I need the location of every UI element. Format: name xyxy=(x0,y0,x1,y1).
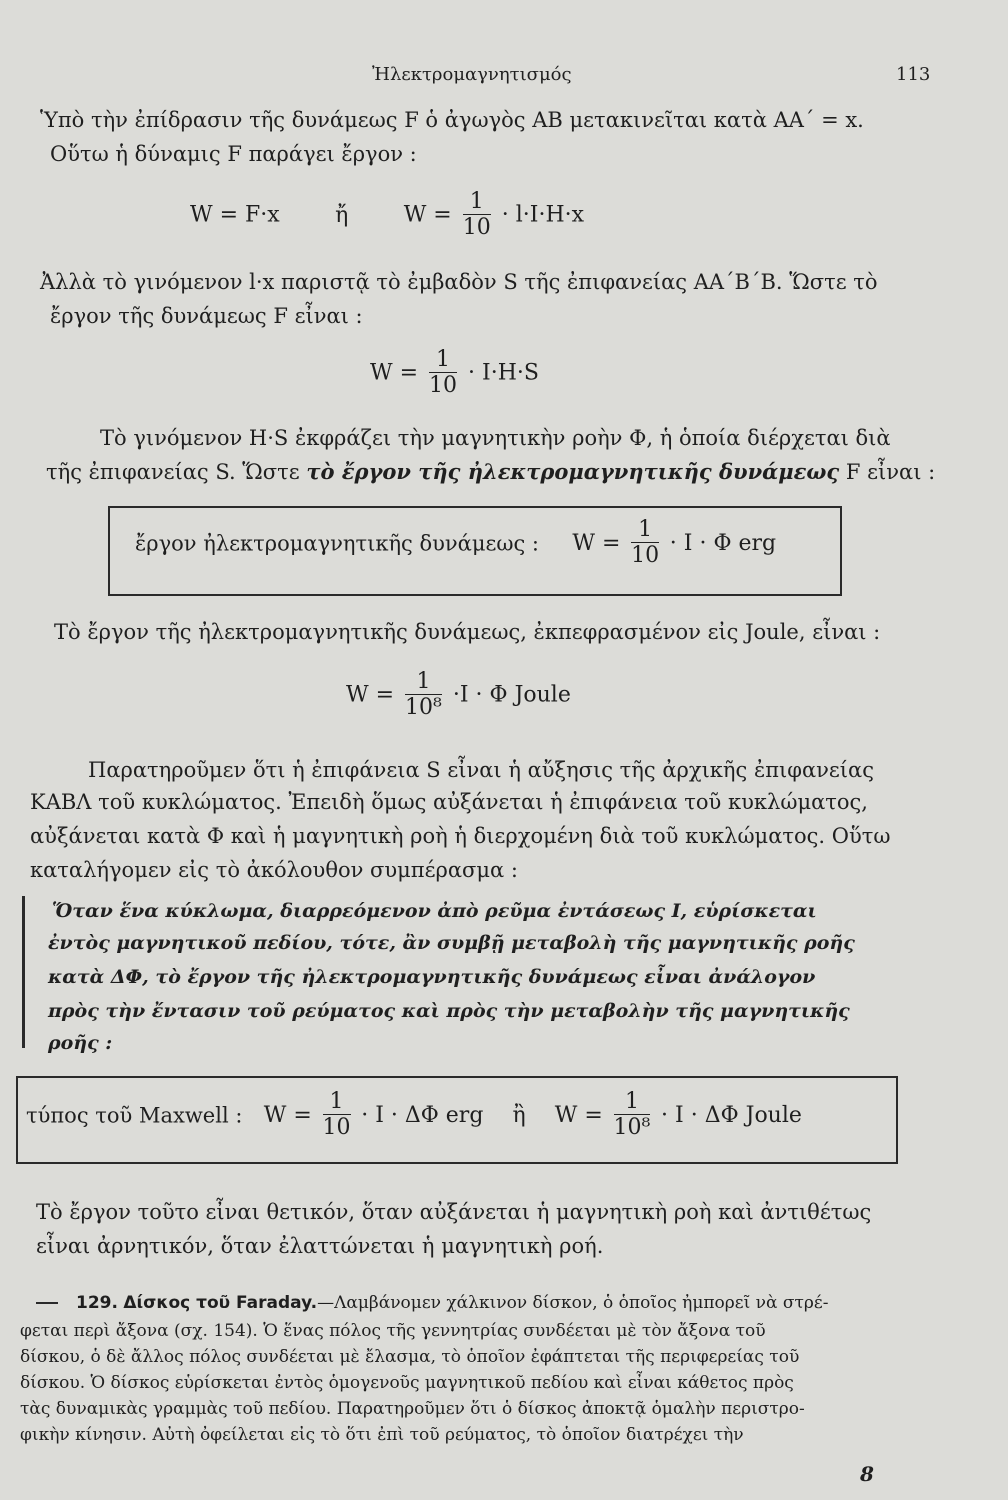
box2-rhs-1: · I · ΔΦ erg xyxy=(361,1103,484,1128)
section-129-number: 129. xyxy=(76,1293,118,1313)
eq3-fraction xyxy=(405,670,442,721)
section-129-line-1-rest: —Λαμβάνομεν χάλκινον δίσκον, ὁ ὁποῖος ἠμπορεῖ νὰ στρέ- xyxy=(317,1293,829,1313)
box2-fraction-2 xyxy=(614,1090,651,1141)
para3-line-2-start: τῆς ἐπιφανείας S. Ὥστε xyxy=(46,460,300,484)
para6-line-1: Τὸ ἔργον τοῦτο εἶναι θετικόν, ὅταν αὐξάνεται ἡ μαγνητικὴ ροὴ καὶ ἀντιθέτως xyxy=(36,1200,872,1224)
eq2-rhs: · I·H·S xyxy=(468,360,539,386)
eq3-rhs: ·I · Φ Joule xyxy=(452,682,571,708)
box2-denominator-1: 10 xyxy=(322,1115,351,1140)
para2-line-2: ἔργον τῆς δυνάμεως F εἶναι : xyxy=(50,304,363,328)
section-129-line-5: τὰς δυναμικὰς γραμμὰς τοῦ πεδίου. Παρατηροῦμεν ὅτι ὁ δίσκος ἀποκτᾷ ὁμαλὴν περιστρο- xyxy=(20,1399,805,1419)
para5-line-3: αὐξάνεται κατὰ Φ καὶ ἡ μαγνητικὴ ροὴ ἡ διερχομένη διὰ τοῦ κυκλώματος. Οὕτω xyxy=(30,824,891,848)
section-129-line-2: φεται περὶ ἄξονα (σχ. 154). Ὁ ἕνας πόλος τῆς γεννητρίας συνδέεται μὲ τὸν ἄξονα τοῦ xyxy=(20,1321,766,1341)
eq2-numerator: 1 xyxy=(429,348,457,373)
intro-line-2: Οὕτω ἡ δύναμις F παράγει ἔργον : xyxy=(50,142,417,166)
box1-numerator: 1 xyxy=(631,518,659,543)
eq1-or: ἤ xyxy=(335,202,349,228)
eq1-rhs: · l·I·H·x xyxy=(501,202,585,228)
box2-numerator-1: 1 xyxy=(323,1090,351,1115)
equation-1 xyxy=(190,190,584,241)
box2-content xyxy=(26,1090,802,1141)
para6-line-2: εἶναι ἀρνητικόν, ὅταν ἐλαττώνεται ἡ μαγνητικὴ ροή. xyxy=(36,1234,604,1258)
section-129-line-1 xyxy=(76,1292,828,1315)
box2-or: ἢ xyxy=(512,1103,526,1128)
signature-mark: 8 xyxy=(860,1462,874,1486)
eq1-lhs: W = xyxy=(403,202,452,228)
para3-line-1: Τὸ γινόμενον H·S ἐκφράζει τὴν μαγνητικὴν ροὴν Φ, ἡ ὁποία διέρχεται διὰ xyxy=(100,426,891,450)
para5-line-2: ΚΑΒΛ τοῦ κυκλώματος. Ἐπειδὴ ὅμως αὐξάνεται ἡ ἐπιφάνεια τοῦ κυκλώματος, xyxy=(30,790,868,814)
box2-denominator-2: 10⁸ xyxy=(613,1115,651,1140)
box2-lhs-1: W = xyxy=(263,1103,312,1128)
section-129-line-3: δίσκου, ὁ δὲ ἄλλος πόλος συνδέεται μὲ ἔλασμα, τὸ ὁποῖον ἐφάπτεται τῆς περιφερείας τοῦ xyxy=(20,1347,800,1367)
eq2-lhs: W = xyxy=(370,360,419,386)
box1-content xyxy=(135,518,776,569)
section-129-title: Δίσκος τοῦ Faraday. xyxy=(123,1293,318,1313)
conclusion-line-4: πρὸς τὴν ἔντασιν τοῦ ρεύματος καὶ πρὸς τὴν μεταβολὴν τῆς μαγνητικῆς xyxy=(48,1000,850,1022)
para4-line-1: Τὸ ἔργον τῆς ἠλεκτρομαγνητικῆς δυνάμεως, ἐκπεφρασμένον εἰς Joule, εἶναι : xyxy=(54,620,881,644)
conclusion-line-3: κατὰ ΔΦ, τὸ ἔργον τῆς ἠλεκτρομαγνητικῆς δυνάμεως εἶναι ἀνάλογον xyxy=(48,966,816,988)
eq1-numerator: 1 xyxy=(463,190,491,215)
para3-line-2-end: F εἶναι : xyxy=(845,460,936,484)
conclusion-rule xyxy=(22,896,25,1048)
box1-denominator: 10 xyxy=(631,543,660,568)
para3-line-2 xyxy=(46,458,935,486)
section-129-line-6: φικὴν κίνησιν. Αὐτὴ ὀφείλεται εἰς τὸ ὅτι ἐπὶ τοῦ ρεύματος, τὸ ὁποῖον διατρέχει τὴν xyxy=(20,1425,744,1445)
conclusion-line-5: ροῆς : xyxy=(48,1032,113,1054)
box1-fraction xyxy=(631,518,659,569)
para3-line-2-emphasis: τὸ ἔργον τῆς ἠλεκτρομαγνητικῆς δυνάμεως xyxy=(306,459,840,484)
equation-3 xyxy=(346,670,571,721)
box2-fraction-1 xyxy=(323,1090,351,1141)
section-dash xyxy=(36,1302,58,1304)
eq1-denominator: 10 xyxy=(462,215,491,240)
eq2-denominator: 10 xyxy=(429,373,458,398)
eq2-fraction xyxy=(429,348,457,399)
para5-line-1: Παρατηροῦμεν ὅτι ἡ ἐπιφάνεια S εἶναι ἡ αὔξησις τῆς ἀρχικῆς ἐπιφανείας xyxy=(88,758,874,782)
box1-rhs: · I · Φ erg xyxy=(669,531,777,556)
eq3-numerator: 1 xyxy=(405,670,442,695)
intro-line-1: Ὑπὸ τὴν ἐπίδρασιν τῆς δυνάμεως F ὁ ἀγωγὸς AB μετακινεῖται κατὰ AA΄ = x. xyxy=(40,108,864,132)
equation-2 xyxy=(370,348,539,399)
eq1-fraction xyxy=(463,190,491,241)
box2-label: τύπος τοῦ Maxwell : xyxy=(26,1103,243,1128)
page-number: 113 xyxy=(896,64,931,85)
conclusion-line-1: Ὅταν ἕνα κύκλωμα, διαρρεόμενον ἀπὸ ρεῦμα ἐντάσεως I, εὑρίσκεται xyxy=(52,900,817,922)
box2-rhs-2: · I · ΔΦ Joule xyxy=(661,1103,802,1128)
section-129-line-4: δίσκου. Ὁ δίσκος εὑρίσκεται ἐντὸς ὁμογενοῦς μαγνητικοῦ πεδίου καὶ εἶναι κάθετος πρὸς xyxy=(20,1373,794,1393)
box1-label: ἔργον ἠλεκτρομαγνητικῆς δυνάμεως : xyxy=(135,531,539,556)
para2-line-1: Ἀλλὰ τὸ γινόμενον l·x παριστᾷ τὸ ἐμβαδὸν S τῆς ἐπιφανείας AA΄B΄B. Ὥστε τὸ xyxy=(40,270,878,294)
conclusion-line-2: ἐντὸς μαγνητικοῦ πεδίου, τότε, ἂν συμβῇ μεταβολὴ τῆς μαγνητικῆς ροῆς xyxy=(48,932,855,954)
eq3-lhs: W = xyxy=(346,682,395,708)
running-header: Ἠλεκτρομαγνητισμός xyxy=(372,64,572,85)
para5-line-4: καταλήγομεν εἰς τὸ ἀκόλουθον συμπέρασμα : xyxy=(30,858,518,882)
box1-lhs: W = xyxy=(572,531,621,556)
box2-lhs-2: W = xyxy=(554,1103,603,1128)
eq3-denominator: 10⁸ xyxy=(405,695,442,720)
eq1-left: W = F·x xyxy=(190,202,280,228)
box2-numerator-2: 1 xyxy=(614,1090,651,1115)
